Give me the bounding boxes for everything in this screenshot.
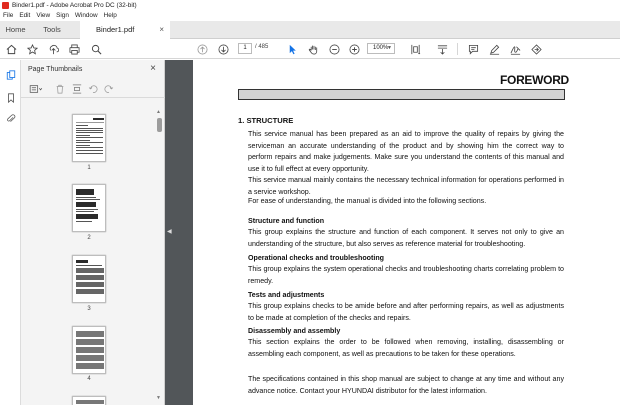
highlight-pen-icon[interactable] (487, 42, 501, 56)
comment-icon[interactable] (466, 42, 480, 56)
rotate-right-icon[interactable] (103, 83, 115, 95)
bookmarks-icon[interactable] (4, 91, 17, 104)
scroll-down-icon[interactable]: ▼ (156, 395, 161, 401)
thumbnail-label: 1 (87, 165, 91, 171)
zoom-value: 100% (373, 45, 389, 51)
subsection-text: This group explains the system operational checks and troubleshooting charts correlating problem to remedy. (248, 265, 564, 285)
thumbnail-label: 3 (87, 306, 91, 312)
select-pointer-icon[interactable] (285, 42, 299, 56)
navigation-rail (0, 60, 21, 405)
chevron-down-icon: ▼ (387, 45, 392, 51)
upload-icon[interactable] (46, 42, 60, 56)
zoom-in-icon[interactable] (347, 42, 361, 56)
window-title: Binder1.pdf - Adobe Acrobat Pro DC (32-bit) (12, 1, 137, 9)
tab-document[interactable] (80, 21, 170, 40)
specifications-note: The specifications contained in this shop manual are subject to change at any time and without any advance notice. Contact your HYUNDAI distributor for the latest information. (248, 375, 564, 395)
menu-edit[interactable]: Edit (19, 12, 31, 19)
page-thumbnail-4[interactable] (72, 326, 106, 374)
toolbar (0, 39, 620, 59)
page-thumbnail-3[interactable] (72, 255, 106, 303)
page-total: / 485 (255, 44, 269, 50)
scroll-mode-icon[interactable] (435, 42, 449, 56)
zoom-select[interactable] (367, 43, 395, 54)
intro-paragraph-2: This service manual mainly contains the necessary technical information for operations performed in a service workshop. (248, 176, 564, 196)
bookmark-star-icon[interactable] (25, 42, 39, 56)
acrobat-icon (2, 2, 9, 9)
attachments-icon[interactable] (4, 112, 17, 125)
title-bar (0, 0, 620, 10)
page-up-icon[interactable] (195, 42, 209, 56)
toolbar-divider (457, 43, 458, 55)
share-icon[interactable] (529, 42, 543, 56)
close-icon[interactable]: × (150, 63, 156, 74)
page-number-input[interactable]: 1 (238, 43, 252, 54)
tab-tools[interactable]: Tools (43, 25, 61, 34)
fit-page-icon[interactable] (408, 42, 422, 56)
rotate-left-icon[interactable] (87, 83, 99, 95)
subsection-title: Operational checks and troubleshooting (248, 254, 384, 262)
scrollbar-thumb[interactable] (157, 118, 162, 132)
tab-document-label: Binder1.pdf (96, 25, 135, 34)
search-icon[interactable] (89, 42, 103, 56)
subsection-text: This group explains the structure and function of each component. It serves not only to give an understanding of the structure, but also serves as reference material for troubleshooting. (248, 228, 564, 248)
home-icon[interactable] (4, 42, 18, 56)
menu-window[interactable]: Window (74, 12, 98, 19)
scroll-up-icon[interactable]: ▲ (156, 109, 161, 115)
tab-close-button[interactable]: × (159, 25, 164, 34)
collapse-panel-icon[interactable]: ◀ (167, 229, 172, 235)
sign-icon[interactable] (508, 42, 522, 56)
heading-rule (238, 89, 565, 100)
hand-icon[interactable] (306, 42, 320, 56)
intro-paragraph-3: For ease of understanding, the manual is divided into the following sections. (248, 197, 487, 205)
delete-icon[interactable] (54, 83, 66, 95)
thumbnail-list (21, 99, 155, 405)
subsection-text: This section explains the order to be followed when removing, installing, disassembling or assembling each component, as well as precautions to be taken for these operations. (248, 338, 564, 358)
tab-bar (0, 21, 620, 39)
menu-bar (0, 10, 620, 21)
page-heading: FOREWORD (500, 73, 569, 87)
menu-view[interactable]: View (36, 12, 51, 19)
subsection-title: Disassembly and assembly (248, 327, 341, 335)
menu-sign[interactable]: Sign (56, 12, 69, 19)
panel-title: Page Thumbnails (28, 66, 83, 73)
thumbnail-label: 2 (87, 235, 91, 241)
zoom-out-icon[interactable] (327, 42, 341, 56)
menu-file[interactable]: File (3, 12, 14, 19)
panel-toolbar (21, 80, 165, 98)
subsection-title: Tests and adjustments (248, 291, 325, 299)
intro-paragraph-1: This service manual has been prepared as an aid to improve the quality of repairs by giving the serviceman an accurate understanding of the product and by showing him the correct way to perform repairs and make judgements. Make sure you understand the contents of this manual and use it to full effect at every opportunity. (248, 130, 564, 173)
options-menu-icon[interactable] (27, 83, 45, 95)
section-title: 1. STRUCTURE (238, 116, 294, 125)
extract-pages-icon[interactable] (71, 83, 83, 95)
page-thumbnail-1[interactable] (72, 114, 106, 162)
page-thumbnails-icon[interactable] (4, 68, 17, 81)
page-down-icon[interactable] (216, 42, 230, 56)
page-thumbnail-5[interactable] (72, 396, 106, 405)
menu-help[interactable]: Help (103, 12, 117, 19)
tab-home[interactable]: Home (5, 25, 26, 34)
thumbnail-label: 4 (87, 376, 91, 382)
print-icon[interactable] (67, 42, 81, 56)
subsection-text: This group explains checks to be amide before and after performing repairs, as well as adjustments to be made at completion of the checks and repairs. (248, 302, 564, 322)
thumbnail-scrollbar[interactable] (155, 105, 164, 405)
page-thumbnail-2[interactable] (72, 184, 106, 232)
subsection-title: Structure and function (248, 217, 325, 225)
thumbnails-panel (21, 60, 165, 405)
